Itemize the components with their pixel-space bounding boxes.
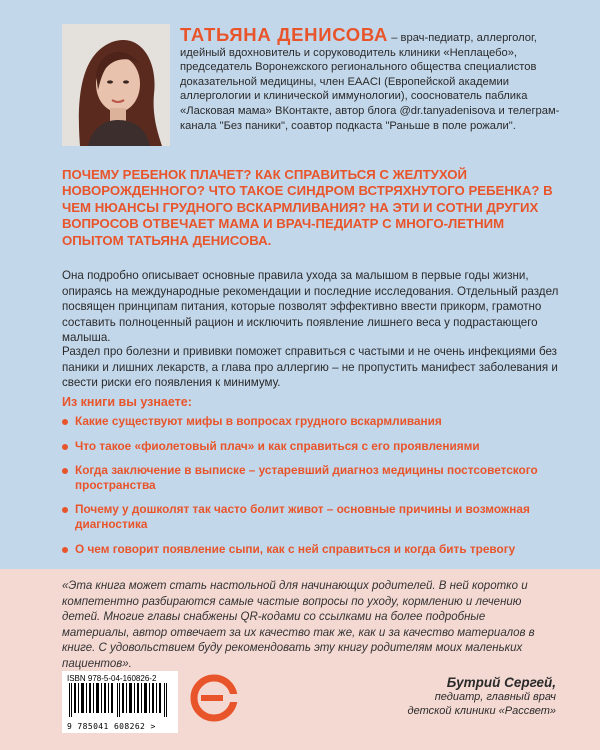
list-item <box>62 439 562 454</box>
list-item-text: Почему у дошколят так часто болит живот – основные причины и возможная диагностика <box>75 502 530 531</box>
reviewer-name: Бутрий Сергей, <box>446 675 556 690</box>
list-item-text: Когда заключение в выписке – устаревший диагноз медицины постсоветского пространства <box>75 463 538 492</box>
author-photo <box>62 24 170 146</box>
description-paragraph-1: Она подробно описывает основные правила ухода за малышом в первые годы жизни, опираясь на международные рекомендации и последние исследования. Отдельный раздел посвящен принципам питания, которые позволят эффективно ввести прикорм, грамотно составить полноценный рацион и исключить появление лишнего веса у подрастающего малыша. <box>62 269 559 344</box>
list-item <box>62 542 562 557</box>
reviewer-signature <box>336 675 556 718</box>
reviewer-role-line-2: детской клиники «Рассвет» <box>407 705 556 717</box>
author-bio-block <box>180 24 568 133</box>
author-name: ТАТЬЯНА ДЕНИСОВА <box>180 24 389 45</box>
learn-title: Из книги вы узнаете: <box>62 395 192 409</box>
list-item <box>62 463 562 492</box>
barcode-digits: 9 785041 608262 > <box>67 722 156 731</box>
list-item-text: Какие существуют мифы в вопросах грудного вскармливания <box>75 414 442 428</box>
bullet-icon <box>62 419 68 425</box>
bullet-icon <box>62 547 68 553</box>
list-item <box>62 414 562 429</box>
learn-list <box>62 414 562 566</box>
bullet-icon <box>62 468 68 474</box>
list-item-text: Что такое «фиолетовый плач» и как справиться с его проявлениями <box>75 438 480 453</box>
review-quote: «Эта книга может стать настольной для начинающих родителей. В ней коротко и компетентно разбираются самые частые вопросы по уходу, кормлению и лечению детей. Многие главы снабжены QR-кодами со ссылками на более подробные материалы, автор отвечает за их качество так же, как и за качество материалов в книге. С удовольствием буду рекомендовать эту книгу родителям моих маленьких пациентов». <box>62 580 535 670</box>
author-bio: – врач-педиатр, аллерголог, идейный вдохновитель и соруководитель клиники «Неплацебо», председатель Воронежского регионального общества специалистов доказательной медицины, член EAACI (Европейской академии аллергологии и клинической иммунологии), сооснователь паблика «Ласковая мама» ВКонтакте, автор блога @dr.tanyadenisova и телеграм-канала "Без паники", соавтор подкаста "Раньше в поле рожали". <box>180 32 560 132</box>
barcode-isbn: ISBN 978-5-04-160826-2 <box>67 674 157 683</box>
description-paragraph-2: Раздел про болезни и прививки поможет справиться с частыми и не очень инфекциями без паники и лишних лекарств, а глава про аллергию – не пропустить манифест заболевания и свести риски его появления к минимуму. <box>62 345 558 389</box>
bullet-icon <box>62 444 68 450</box>
list-item <box>62 502 562 531</box>
barcode <box>62 671 178 733</box>
headline: ПОЧЕМУ РЕБЕНОК ПЛАЧЕТ? КАК СПРАВИТЬСЯ С ЖЕЛТУХОЙ НОВОРОЖДЕННОГО? ЧТО ТАКОЕ СИНДРОМ ВСТРЯХНУТОГО РЕБЕНКА? В ЧЕМ НЮАНСЫ ГРУДНОГО ВСКАРМЛИВАНИЯ? НА ЭТИ И СОТНИ ДРУГИХ ВОПРОСОВ ОТВЕЧАЕТ МАМА И ВРАЧ-ПЕДИАТР С МНОГО-ЛЕТНИМ ОПЫТОМ ТАТЬЯНА ДЕНИСОВА. <box>62 167 553 248</box>
bullet-icon <box>62 507 68 513</box>
eksmo-logo-icon <box>189 673 239 723</box>
reviewer-role-line-1: педиатр, главный врач <box>434 691 556 703</box>
list-item-text: О чем говорит появление сыпи, как с ней справиться и когда бить тревогу <box>75 541 516 556</box>
barcode-bars <box>67 683 173 717</box>
